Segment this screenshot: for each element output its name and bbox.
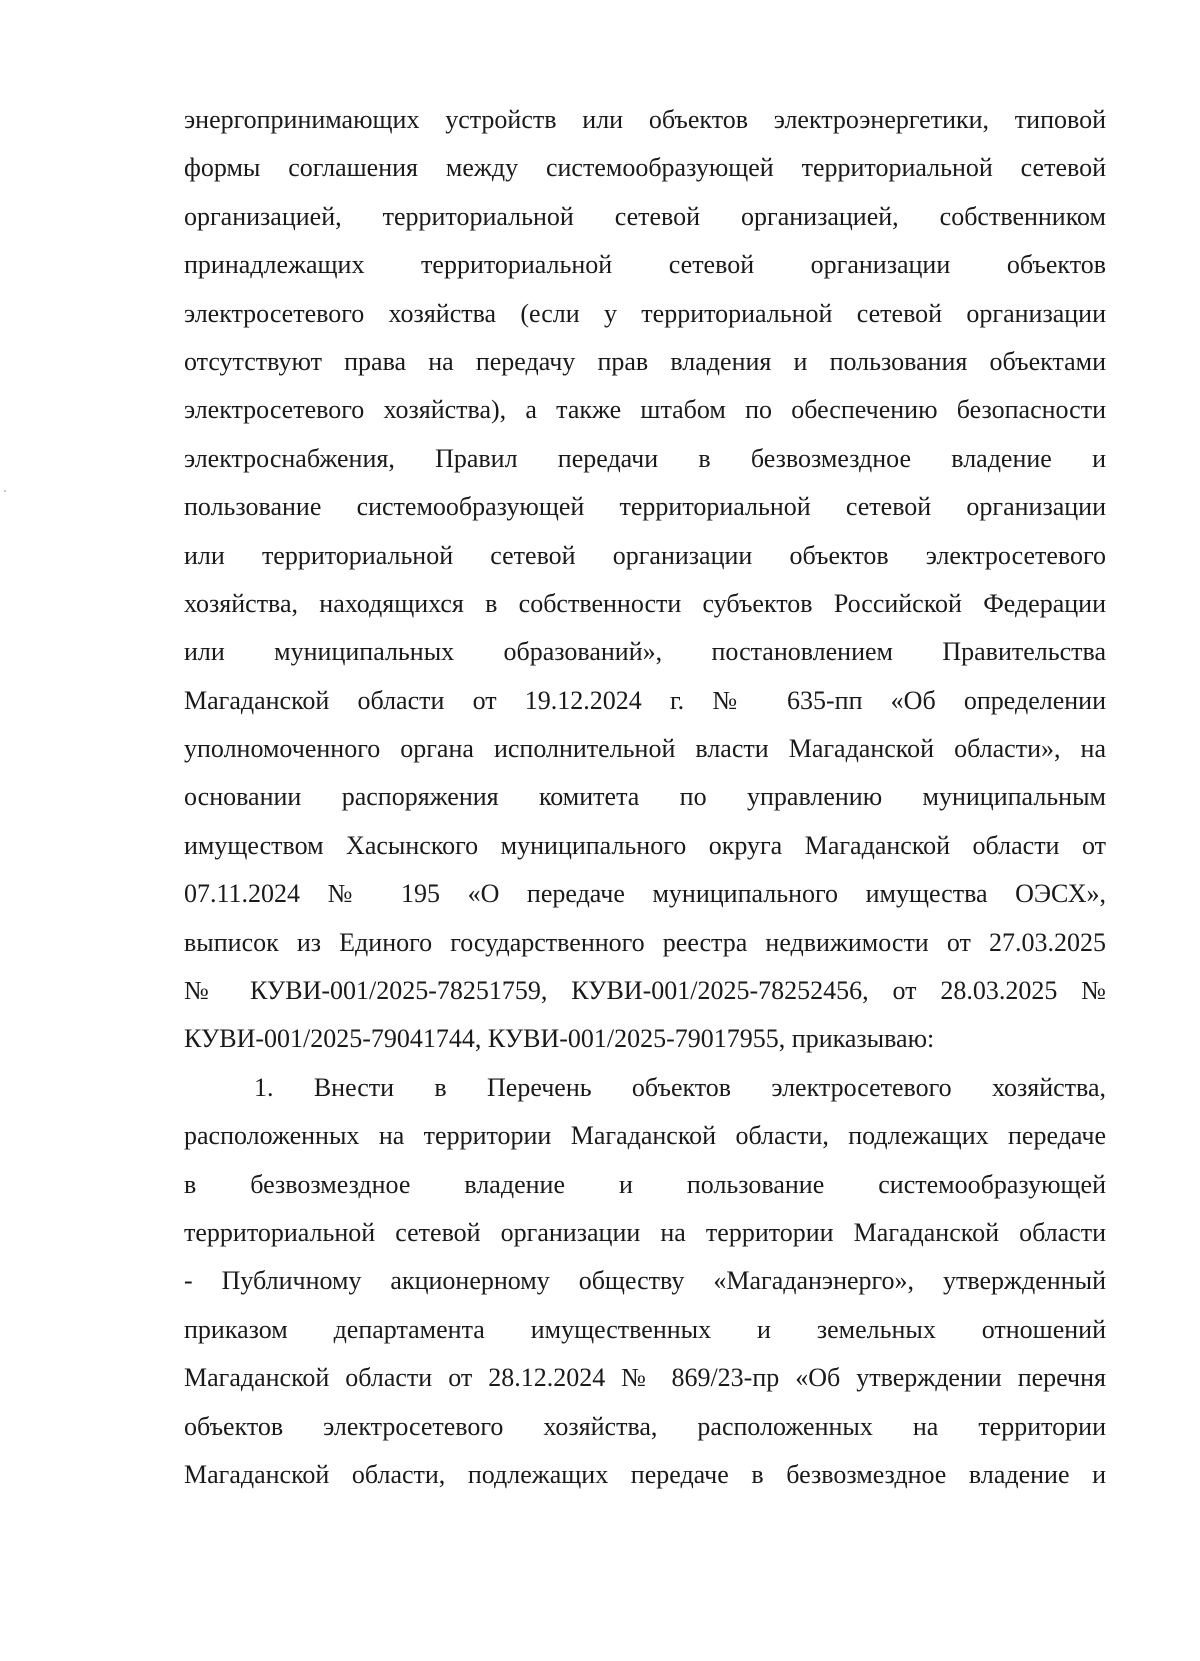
text-line: принадлежащих территориальной сетевой организации объектов [184,250,1106,280]
text-line: электросетевого хозяйства (если у территориальной сетевой организации [184,298,1106,328]
text-line: пользование системообразующей территориальной сетевой организации [184,492,1106,522]
text-line: энергопринимающих устройств или объектов электроэнергетики, типовой [184,105,1106,134]
text-line: уполномоченного органа исполнительной власти Магаданской области», на [184,734,1106,764]
text-line: в безвозмездное владение и пользование системообразующей [184,1169,1106,1199]
text-line: 07.11.2024 № 195 «О передаче муниципального имущества ОЭСХ», [184,879,1106,909]
text-line: приказом департамента имущественных и земельных отношений [184,1314,1106,1344]
text-line: основании распоряжения комитета по управлению муниципальным [184,782,1106,812]
text-line: организацией, территориальной сетевой организацией, собственником [184,201,1106,231]
text-line: или муниципальных образований», постановлением Правительства [184,637,1106,667]
text-line: выписок из Единого государственного реестра недвижимости от 27.03.2025 [184,927,1106,957]
text-line: формы соглашения между системообразующей территориальной сетевой [184,153,1106,183]
text-line: электросетевого хозяйства), а также штабом по обеспечению безопасности [184,395,1106,425]
text-line: электроснабжения, Правил передачи в безвозмездное владение и [184,443,1106,473]
text-line: № КУВИ-001/2025-78251759, КУВИ-001/2025-78252456, от 28.03.2025 № [184,976,1106,1006]
text-line: отсутствуют права на передачу прав владения и пользования объектами [184,346,1106,376]
text-line: территориальной сетевой организации на территории Магаданской области [184,1217,1106,1247]
text-line: Магаданской области, подлежащих передаче в безвозмездное владение и [184,1459,1106,1489]
text-line: Магаданской области от 19.12.2024 г. № 635-пп «Об определении [184,685,1106,715]
text-line: хозяйства, находящихся в собственности субъектов Российской Федерации [184,588,1106,618]
text-line: - Публичному акционерному обществу «Магаданэнерго», утвержденный [184,1266,1106,1296]
text-line: или территориальной сетевой организации объектов электросетевого [184,540,1106,570]
scan-artifact [4,490,6,492]
text-line: объектов электросетевого хозяйства, расположенных на территории [184,1411,1106,1441]
document-body [184,96,1106,1499]
text-line-paragraph-end: КУВИ-001/2025-79041744, КУВИ-001/2025-79017955, приказываю: [184,1024,935,1054]
text-line: Магаданской области от 28.12.2024 № 869/23-пр «Об утверждении перечня [184,1363,1106,1393]
text-line: имуществом Хасынского муниципального округа Магаданской области от [184,830,1106,860]
text-line: расположенных на территории Магаданской области, подлежащих передаче [184,1121,1106,1151]
text-line-item-1-start: 1. Внести в Перечень объектов электросетевого хозяйства, [254,1072,1106,1102]
